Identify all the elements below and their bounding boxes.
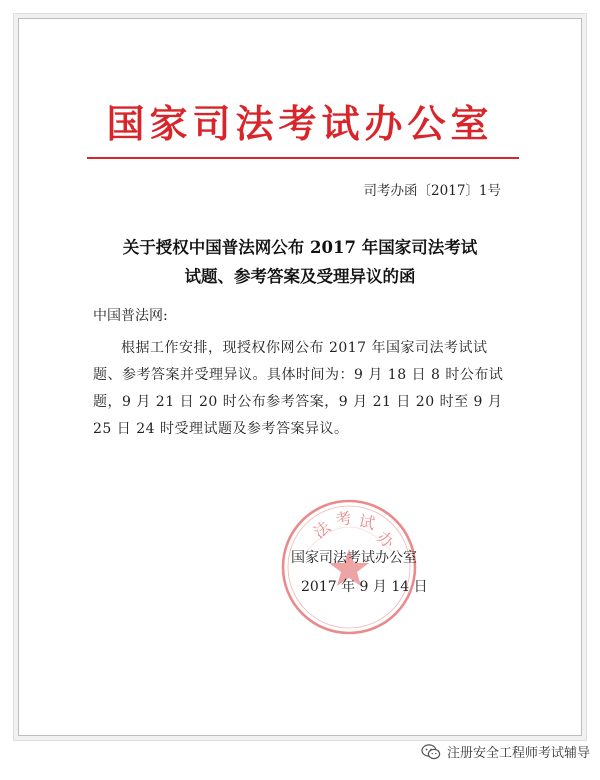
document-page: [18, 18, 582, 736]
watermark-text: 注册安全工程师考试辅导: [446, 746, 590, 761]
watermark: [421, 742, 590, 761]
body-paragraph: 根据工作安排，现授权你网公布 2017 年国家司法考试试题、参考答案并受理异议。具体时间为：9 月 18 日 8 时公布试题，9 月 21 日 20 时公布参考答案，9 月 21 日 20 时至 9 月 25 日 24 时受理试题及参考答案异议。: [93, 340, 504, 437]
document-headline: [19, 233, 581, 291]
red-divider: [87, 157, 519, 159]
wechat-icon: [421, 743, 441, 761]
org-title: 国家司法考试办公室: [106, 101, 494, 146]
doc-number: 司考办函〔2017〕1号: [363, 183, 501, 199]
headline-line-1: 关于授权中国普法网公布 2017 年国家司法考试: [122, 238, 478, 257]
svg-text:办: 办: [373, 527, 398, 553]
svg-text:试: 试: [357, 511, 377, 534]
salutation: 中国普法网:: [93, 308, 168, 324]
headline-line-2: 试题、参考答案及受理异议的函: [184, 267, 416, 286]
svg-text:考: 考: [333, 507, 354, 530]
official-seal-icon: [275, 493, 423, 641]
signature-organization: 国家司法考试办公室: [291, 550, 417, 566]
signature-date: 2017 年 9 月 14 日: [301, 579, 428, 595]
svg-text:法: 法: [309, 517, 335, 543]
body-text: [93, 335, 513, 443]
